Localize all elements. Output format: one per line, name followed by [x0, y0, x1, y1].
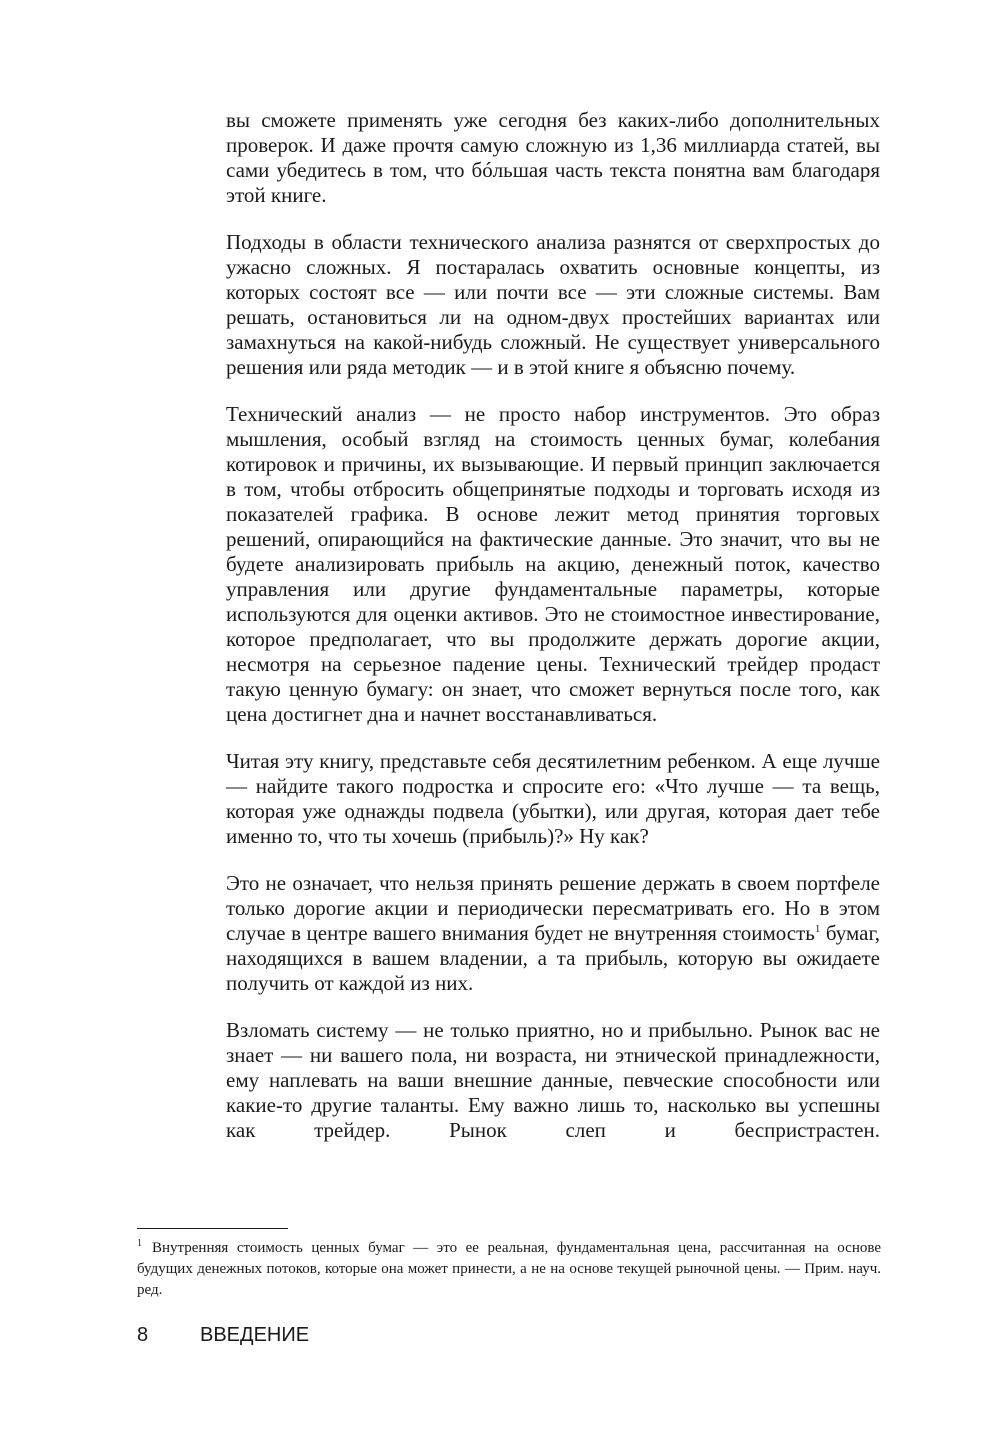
paragraph-5-text-before: Это не означает, что нельзя принять решение держать в своем портфеле только дорогие акции и периодически пересматривать его. Но в этом случае в центре вашего внимания будет не внутренняя стоимость [226, 871, 880, 945]
paragraph-1: вы сможете применять уже сегодня без каких-либо дополнительных проверок. И даже прочтя самую сложную из 1,36 миллиарда статей, вы сами убедитесь в том, что бóльшая часть текста понятна вам благодаря этой книге. [226, 108, 880, 207]
footnote-reference[interactable]: 1 [814, 923, 821, 935]
paragraph-6: Взломать систему — не только приятно, но и прибыльно. Рынок вас не знает — ни вашего пола, ни возраста, ни этнической принадлежности, ему наплевать на ваши внешние данные, певческие способности или какие-то другие таланты. Ему важно лишь то, насколько вы успешны как трейдер. Рынок слеп и беспристрастен. [226, 1018, 880, 1142]
footnote-mark: 1 [137, 1238, 142, 1249]
paragraph-3: Технический анализ — не просто набор инструментов. Это образ мышления, особый взгляд на стоимость ценных бумаг, колебания котировок и причины, их вызывающие. И первый принцип заключается в том, чтобы отбросить общепринятые подходы и торговать исходя из показателей графика. В основе лежит метод принятия торговых решений, опирающийся на фактические данные. Это значит, что вы не будете анализировать прибыль на акцию, денежный поток, качество управления или другие фундаментальные параметры, которые используются для оценки активов. Это не стоимостное инвестирование, которое предполагает, что вы продолжите держать дорогие акции, несмотря на серьезное падение цены. Технический трейдер продаст такую ценную бумагу: он знает, что сможет вернуться после того, как цена достигнет дна и начнет восстанавливаться. [226, 402, 880, 726]
paragraph-5 [226, 871, 880, 996]
section-title: ВВЕДЕНИЕ [200, 1324, 310, 1346]
page-number: 8 [137, 1324, 149, 1346]
main-text [226, 108, 880, 1143]
page-footer [137, 1323, 309, 1347]
paragraph-4: Читая эту книгу, представьте себя десятилетним ребенком. А еще лучше — найдите такого подростка и спросите его: «Что лучше — та вещь, которая уже однажды подвела (убытки), или другая, которая дает тебе именно то, что ты хочешь (прибыль)?» Ну как? [226, 749, 880, 848]
footnote-text: Внутренняя стоимость ценных бумаг — это ее реальная, фундаментальная цена, рассчитанная на основе будущих денежных потоков, которые она может принести, а не на основе текущей рыночной цены. — Прим. науч. ред. [137, 1240, 881, 1298]
paragraph-5-text-after: бумаг, находящихся в вашем владении, а та прибыль, которую вы ожидаете получить от каждой из них. [226, 921, 880, 995]
paragraph-2: Подходы в области технического анализа разнятся от сверхпростых до ужасно сложных. Я постаралась охватить основные концепты, из которых состоят все — или почти все — эти сложные системы. Вам решать, остановиться ли на одном-двух простейших вариантах или замахнуться на какой-нибудь сложный. Не существует универсального решения или ряда методик — и в этой книге я объясню почему. [226, 230, 880, 379]
footnote-divider [137, 1228, 288, 1229]
footnote [137, 1238, 881, 1301]
